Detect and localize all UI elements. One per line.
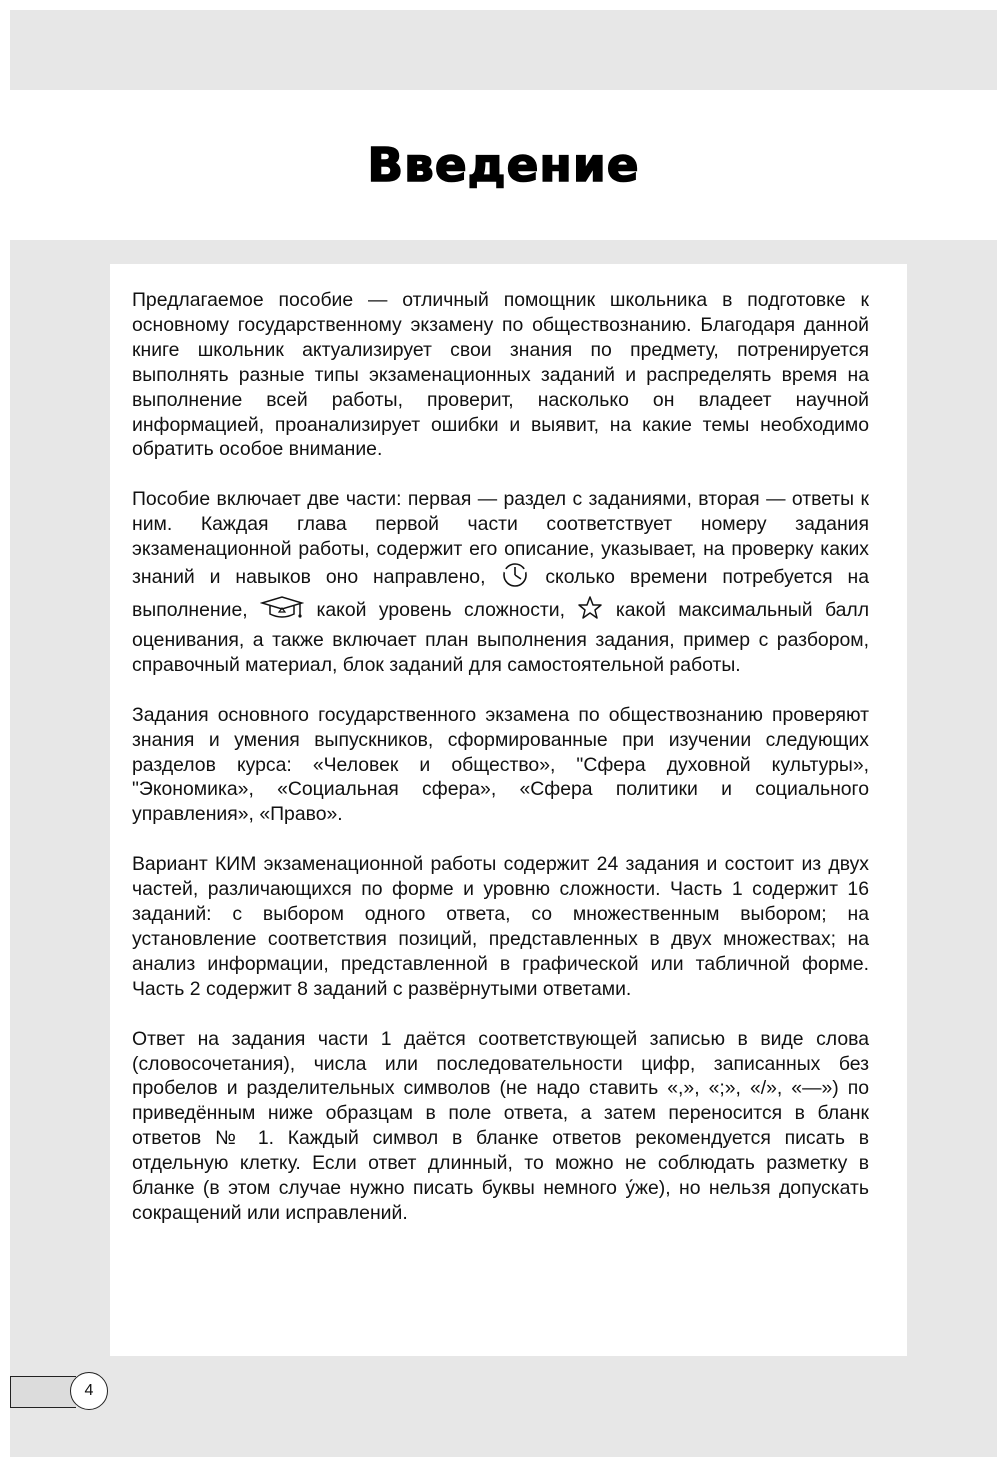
paragraph-answer-rules: Ответ на задания части 1 даётся соответствующей записью в виде слова (словосочетания), числа или последовательности цифр, записанных без пробелов и разделительных символов (не надо ставить «,», «;», «/», «—») по приведённым ниже образцам в поле ответа, а затем переносится в бланк ответов № 1. Каждый символ в бланке ответов рекомендуется писать в отдельную клетку. Если ответ длинный, то можно не соблюдать разметку в бланке (в этом случае нужно писать буквы немного у́же), но нельзя допускать сокращений или исправлений.	[132, 1027, 869, 1224]
page-number-tab	[10, 1376, 76, 1408]
clock-icon	[500, 562, 530, 595]
paragraph-structure-text-b: сколько времени потребуется на выполнение,	[132, 566, 869, 621]
text-area	[132, 288, 869, 1251]
paragraph-structure-text-c: какой уровень сложности,	[316, 598, 566, 621]
paragraph-structure-text-d: какой максимальный балл оценивания, а также включает план выполнения задания, пример с разбором, справочный материал, блок заданий для самостоятельной работы.	[132, 598, 870, 676]
title-band	[10, 90, 997, 240]
paragraph-structure-text-a: Пособие включает две части: первая — раздел с заданиями, вторая — ответы к ним. Каждая глава первой части соответствует номеру задания экзаменационной работы, содержит его описание, указывает, на проверку каких знаний и навыков оно направлено,	[132, 488, 869, 589]
page-number: 4	[70, 1372, 108, 1410]
star-icon	[577, 595, 603, 628]
content-box	[110, 264, 907, 1356]
paragraph-exam-topics: Задания основного государственного экзамена по обществознанию проверяют знания и умения выпускников, сформированные при изучении следующих разделов курса: «Человек и общество», "Сфера духовной культуры», "Экономика», «Социальная сфера», «Сфера политики и социального управления», «Право».	[132, 703, 869, 826]
paragraph-kim-variant: Вариант КИМ экзаменационной работы содержит 24 задания и состоит из двух частей, различающихся по форме и уровню сложности. Часть 1 содержит 16 заданий: с выбором одного ответа, со множественным выбором; на установление соответствия позиций, представленных в двух множествах; на анализ информации, представленной в графической или табличной форме. Часть 2 содержит 8 заданий с развёрнутыми ответами.	[132, 853, 869, 1000]
paragraph-intro: Предлагаемое пособие — отличный помощник школьника в подготовке к основному государственному экзамену по обществознанию. Благодаря данной книге школьник актуализирует свои знания по предмету, потренируется выполнять разные типы экзаменационных заданий и распределять время на выполнение всей работы, проверит, насколько он владеет научной информацией, проанализирует ошибки и выявит, на какие темы необходимо обратить особое внимание.	[132, 289, 869, 461]
paragraph-structure	[132, 487, 869, 677]
graduation-cap-icon	[260, 595, 304, 628]
page-title: Введение	[367, 138, 640, 192]
